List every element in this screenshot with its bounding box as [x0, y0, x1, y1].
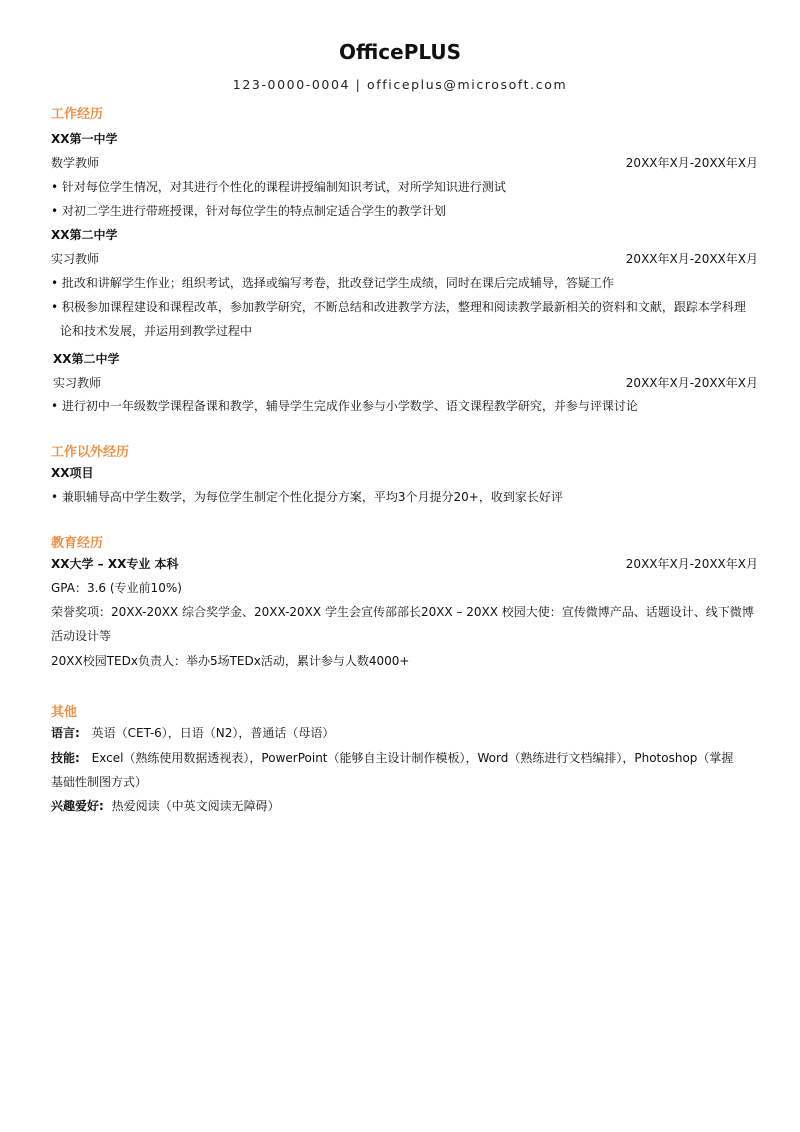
- education-row: [51, 552, 758, 576]
- job-bullet-continuation: 论和技术发展，并运用到教学过程中: [60, 324, 253, 338]
- section-title-work: 工作经历: [51, 107, 104, 122]
- education-honors-continuation: 活动设计等: [51, 629, 112, 643]
- job-org: XX第二中学: [53, 352, 120, 366]
- job-role: 数学教师: [51, 156, 100, 170]
- education-gpa: GPA：3.6 (专业前10%): [51, 581, 182, 595]
- job-role-row: [51, 247, 758, 271]
- hobby-label: 兴趣爱好:: [51, 799, 104, 813]
- job-bullet: • 批改和讲解学生作业；组织考试，选择或编写考卷，批改登记学生成绩，同时在课后完成辅导，答疑工作: [51, 276, 614, 290]
- project-bullet: • 兼职辅导高中学生数学，为每位学生制定个性化提分方案，平均3个月提分20+，收到家长好评: [51, 490, 563, 504]
- hobby-row: [51, 794, 758, 818]
- job-period: 20XX年X月-20XX年X月: [625, 252, 758, 266]
- hobby-value: 热爱阅读（中英文阅读无障碍）: [111, 799, 280, 813]
- language-value: 英语（CET-6），日语（N2），普通话（母语）: [91, 726, 335, 740]
- section-title-other-work: 工作以外经历: [51, 445, 130, 460]
- skills-continuation: 基础性制图方式）: [51, 775, 148, 789]
- language-label: 语言:: [51, 726, 80, 740]
- job-bullet: • 针对每位学生情况，对其进行个性化的课程讲授编制知识考试，对所学知识进行测试: [51, 180, 506, 194]
- education-honors: 荣誉奖项：20XX-20XX 综合奖学金、20XX-20XX 学生会宣传部部长20XX – 20XX 校园大使：宣传微博产品、话题设计、线下微博: [51, 605, 754, 619]
- section-title-other: 其他: [51, 705, 78, 720]
- skills-label: 技能:: [51, 751, 80, 765]
- contact-line: 123-0000-0004 | officeplus@microsoft.com: [232, 77, 568, 92]
- resume-name: OfficePLUS: [338, 40, 462, 64]
- language-row: [51, 721, 758, 745]
- job-role-row: [51, 151, 758, 175]
- job-role-row: [53, 371, 758, 395]
- education-period: 20XX年X月-20XX年X月: [625, 557, 758, 571]
- job-role: 实习教师: [51, 252, 100, 266]
- section-title-education: 教育经历: [51, 536, 104, 551]
- project-name: XX项目: [51, 466, 94, 480]
- job-role: 实习教师: [53, 376, 102, 390]
- skills-value: Excel（熟练使用数据透视表），PowerPoint（能够自主设计制作模板），Word（熟练进行文档编排），Photoshop（掌握: [91, 751, 734, 765]
- job-period: 20XX年X月-20XX年X月: [625, 156, 758, 170]
- job-period: 20XX年X月-20XX年X月: [625, 376, 758, 390]
- education-tedx: 20XX校园TEDx负责人：举办5场TEDx活动，累计参与人数4000+: [51, 654, 410, 668]
- job-org: XX第二中学: [51, 228, 118, 242]
- job-bullet: • 积极参加课程建设和课程改革，参加教学研究，不断总结和改进教学方法，整理和阅读教学最新相关的资料和文献，跟踪本学科理: [51, 300, 746, 314]
- job-org: XX第一中学: [51, 132, 118, 146]
- job-bullet: • 进行初中一年级数学课程备课和教学，辅导学生完成作业参与小学数学、语文课程教学研究，并参与评课讨论: [51, 399, 638, 413]
- skills-row: [51, 746, 758, 770]
- job-bullet: • 对初二学生进行带班授课，针对每位学生的特点制定适合学生的教学计划: [51, 204, 446, 218]
- education-school: XX大学 – XX专业 本科: [51, 557, 179, 571]
